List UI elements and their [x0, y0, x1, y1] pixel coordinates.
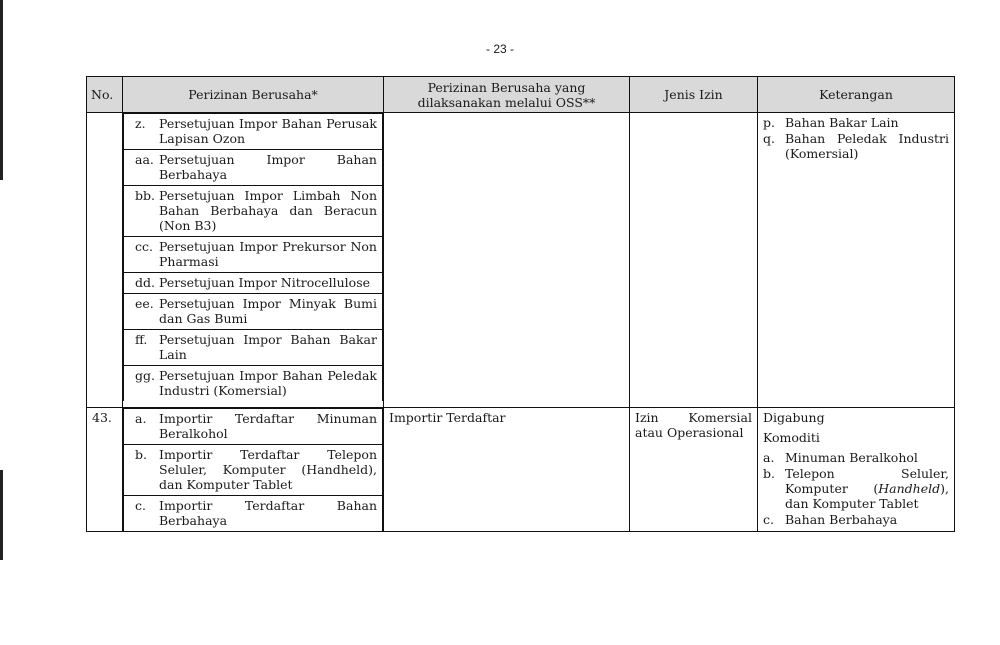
- keterangan-item: q. Bahan Peledak Industri (Komersial): [763, 131, 949, 161]
- keterangan-item: p. Bahan Bakar Lain: [763, 115, 899, 130]
- permit-table: [86, 76, 955, 532]
- keterangan-text: Digabung: [763, 410, 825, 425]
- header-oss: Perizinan Berusaha yang dilaksanakan melalui OSS**: [384, 77, 630, 113]
- list-item: a. Importir Terdaftar Minuman Beralkohol: [135, 411, 377, 441]
- header-jenis: Jenis Izin: [630, 77, 758, 113]
- table-header-row: [87, 77, 955, 113]
- keterangan-cell: [758, 408, 955, 532]
- list-item: ee. Persetujuan Impor Minyak Bumi dan Gas Bumi: [135, 296, 377, 326]
- keterangan-item: a. Minuman Beralkohol: [763, 450, 918, 465]
- list-item: aa. Persetujuan Impor Bahan Berbahaya: [135, 152, 377, 182]
- list-item: ff. Persetujuan Impor Bahan Bakar Lain: [135, 332, 377, 362]
- perizinan-list: [123, 113, 383, 401]
- row-number: 43.: [87, 408, 123, 532]
- perizinan-cell: [123, 113, 384, 408]
- scan-edge-bottom: [0, 470, 3, 560]
- table-row: [87, 113, 955, 408]
- list-item: cc. Persetujuan Impor Prekursor Non Pharmasi: [135, 239, 377, 269]
- jenis-cell: [630, 113, 758, 408]
- list-item: gg. Persetujuan Impor Bahan Peledak Industri (Komersial): [135, 368, 377, 398]
- list-item: b. Importir Terdaftar Telepon Seluler, Komputer (Handheld), dan Komputer Tablet: [135, 447, 377, 492]
- keterangan-cell: [758, 113, 955, 408]
- table-row: [87, 408, 955, 532]
- header-perizinan: Perizinan Berusaha*: [123, 77, 384, 113]
- keterangan-item: b. Telepon Seluler, Komputer (Handheld), dan Komputer Tablet: [763, 466, 949, 511]
- keterangan-item: c. Bahan Berbahaya: [763, 512, 898, 527]
- list-item: bb. Persetujuan Impor Limbah Non Bahan Berbahaya dan Beracun (Non B3): [135, 188, 377, 233]
- header-no: No.: [87, 77, 123, 113]
- oss-cell: Importir Terdaftar: [384, 408, 630, 532]
- jenis-cell: Izin Komersial atau Operasional: [630, 408, 758, 532]
- page-number: - 23 -: [485, 42, 514, 56]
- list-item: dd. Persetujuan Impor Nitrocellulose: [135, 275, 371, 290]
- perizinan-cell: [123, 408, 384, 532]
- oss-cell: [384, 113, 630, 408]
- scan-edge-top: [0, 0, 3, 180]
- list-item: c. Importir Terdaftar Bahan Berbahaya: [135, 498, 377, 528]
- header-keterangan: Keterangan: [758, 77, 955, 113]
- keterangan-text: Komoditi: [763, 430, 820, 445]
- row-number: [87, 113, 123, 408]
- perizinan-list: [123, 408, 383, 531]
- list-item: z. Persetujuan Impor Bahan Perusak Lapisan Ozon: [135, 116, 377, 146]
